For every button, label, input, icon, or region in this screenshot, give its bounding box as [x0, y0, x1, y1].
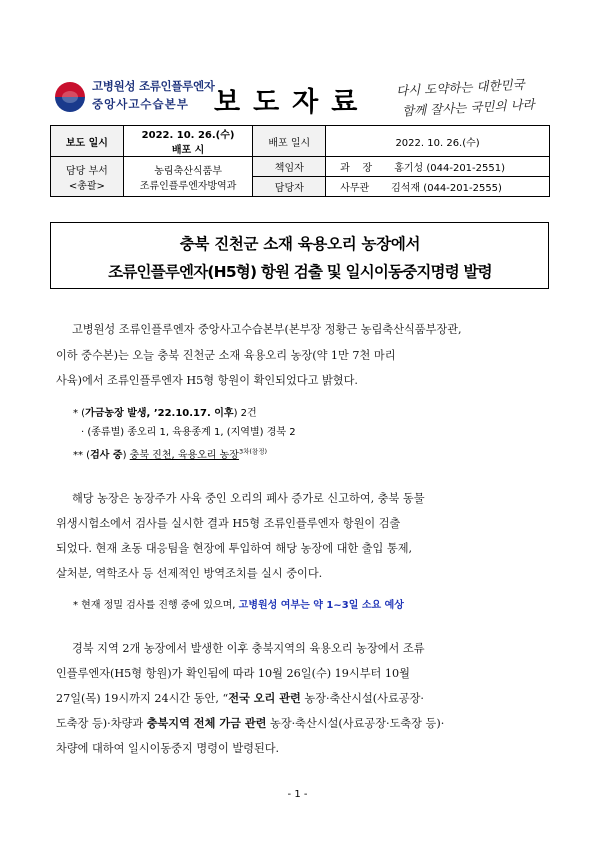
paragraph2-line3: 되었다. 현재 초동 대응팀을 현장에 투입하여 해당 농장에 대한 출입 통제,: [56, 542, 413, 555]
slogan-line2: 함께 잘사는 국민의 나라: [401, 96, 535, 119]
paragraph3-line1: 경북 지역 2개 농장에서 발생한 이후 충북지역의 육용오리 농장에서 조류: [72, 642, 425, 655]
paragraph3-line2: 인플루엔자(H5형 항원)가 확인됨에 따라 10월 26일(수) 19시부터 10월: [56, 667, 410, 680]
paragraph3-line5: 차량에 대하여 일시이동중지 명령이 발령된다.: [56, 742, 280, 755]
headline-line1: 충북 진천군 소재 육용오리 농장에서: [179, 235, 421, 253]
note2-prefix: ** (: [73, 450, 91, 461]
paragraph1-line3: 사육)에서 조류인플루엔자 H5형 항원이 확인되었다고 밝혔다.: [56, 374, 358, 387]
release-time: 배포 시: [171, 145, 205, 156]
note3-prefix: * 현재 정밀 검사를 진행 중에 있으며,: [73, 600, 239, 611]
release-date-label: 보도 일시: [51, 126, 124, 157]
note-poultry-outbreaks: [73, 404, 257, 419]
note2-bold: 검사 중: [90, 450, 123, 461]
slogan-line1: 다시 도약하는 대한민국: [395, 76, 526, 99]
headline-line2: 조류인플루엔자(H5형) 항원 검출 및 일시이동중지명령 발령: [108, 263, 492, 281]
department-value: [123, 157, 253, 197]
page-number: - 1 -: [287, 789, 308, 800]
release-date-value: [123, 126, 253, 157]
paragraph3-line4-c: 농장·축산시설(사료공장·도축장 등)·: [266, 717, 445, 730]
staff-value: [326, 177, 550, 197]
note-outbreak-breakdown: · (종류별) 종오리 1, 육용종계 1, (지역별) 경북 2: [81, 427, 296, 438]
paragraph2-line1: 해당 농장은 농장주가 사육 중인 오리의 폐사 증가로 신고하여, 충북 동물: [72, 492, 425, 505]
note1-rest: ) 2건: [233, 408, 257, 419]
note2-superscript: 3차(참정): [238, 447, 268, 456]
org-name-line2: 중앙사고수습본부: [92, 97, 189, 111]
paragraph1-line1: 고병원성 조류인플루엔자 중앙사고수습본부(본부장 정황근 농림축산식품부장관,: [72, 323, 462, 336]
paragraph3-line4-bold: 충북지역 전체 가금 관련: [146, 716, 267, 730]
note-under-testing: [73, 446, 267, 461]
release-date: 2022. 10. 26.(수): [141, 130, 235, 141]
release-info-table: [50, 125, 550, 197]
department-division: 조류인플루엔자방역과: [139, 180, 237, 192]
paragraph3-line3-a: 27일(목) 19시까지 24시간 동안, “: [56, 692, 229, 705]
note-precision-test: [73, 596, 404, 611]
press-release-title: 보도자료: [214, 87, 371, 118]
paragraph1-line2: 이하 중수본)는 오늘 충북 진천군 소재 육용오리 농장(약 1만 7천 마리: [56, 349, 396, 362]
responsible-label: 책임자: [253, 157, 326, 177]
org-name-line1: 고병원성 조류인플루엔자: [92, 79, 215, 93]
responsible-title: 과 장: [340, 163, 373, 174]
paragraph3-line3-c: 농장·축산시설(사료공장·: [300, 692, 424, 705]
responsible-name: 홍기성 (044-201-2551): [394, 163, 506, 174]
staff-name: 김석재 (044-201-2555): [391, 183, 502, 194]
responsible-value: [326, 157, 550, 177]
paragraph2-line2: 위생시험소에서 검사를 실시한 결과 H5형 조류인플루엔자 항원이 검출: [56, 517, 401, 530]
distribution-date-value: 2022. 10. 26.(수): [326, 126, 550, 157]
department-label-text: 담당 부서: [65, 165, 108, 177]
paragraph3-line4: [56, 715, 444, 731]
department-label: [51, 157, 124, 197]
note2-mid: ): [122, 450, 130, 461]
paragraph3-line4-a: 도축장 등)·차량과: [56, 717, 147, 730]
staff-title: 사무관: [340, 183, 370, 194]
note1-prefix: * (: [73, 408, 86, 419]
staff-label: 담당자: [253, 177, 326, 197]
department-ministry: 농림축산식품부: [154, 165, 222, 177]
note2-underlined: 충북 진천, 육용오리 농장: [129, 450, 239, 461]
paragraph3-line3-bold: 전국 오리 관련: [228, 691, 301, 705]
government-emblem-icon: [55, 82, 85, 112]
distribution-date-label: 배포 일시: [253, 126, 326, 157]
department-label-sub: <총괄>: [68, 180, 105, 192]
paragraph3-line3: [56, 690, 424, 706]
note3-highlight: 고병원성 여부는 약 1~3일 소요 예상: [238, 600, 404, 611]
note1-bold: 가금농장 발생, ’22.10.17. 이후: [85, 408, 234, 419]
paragraph2-line4: 살처분, 역학조사 등 선제적인 방역조치를 실시 중이다.: [56, 567, 323, 580]
